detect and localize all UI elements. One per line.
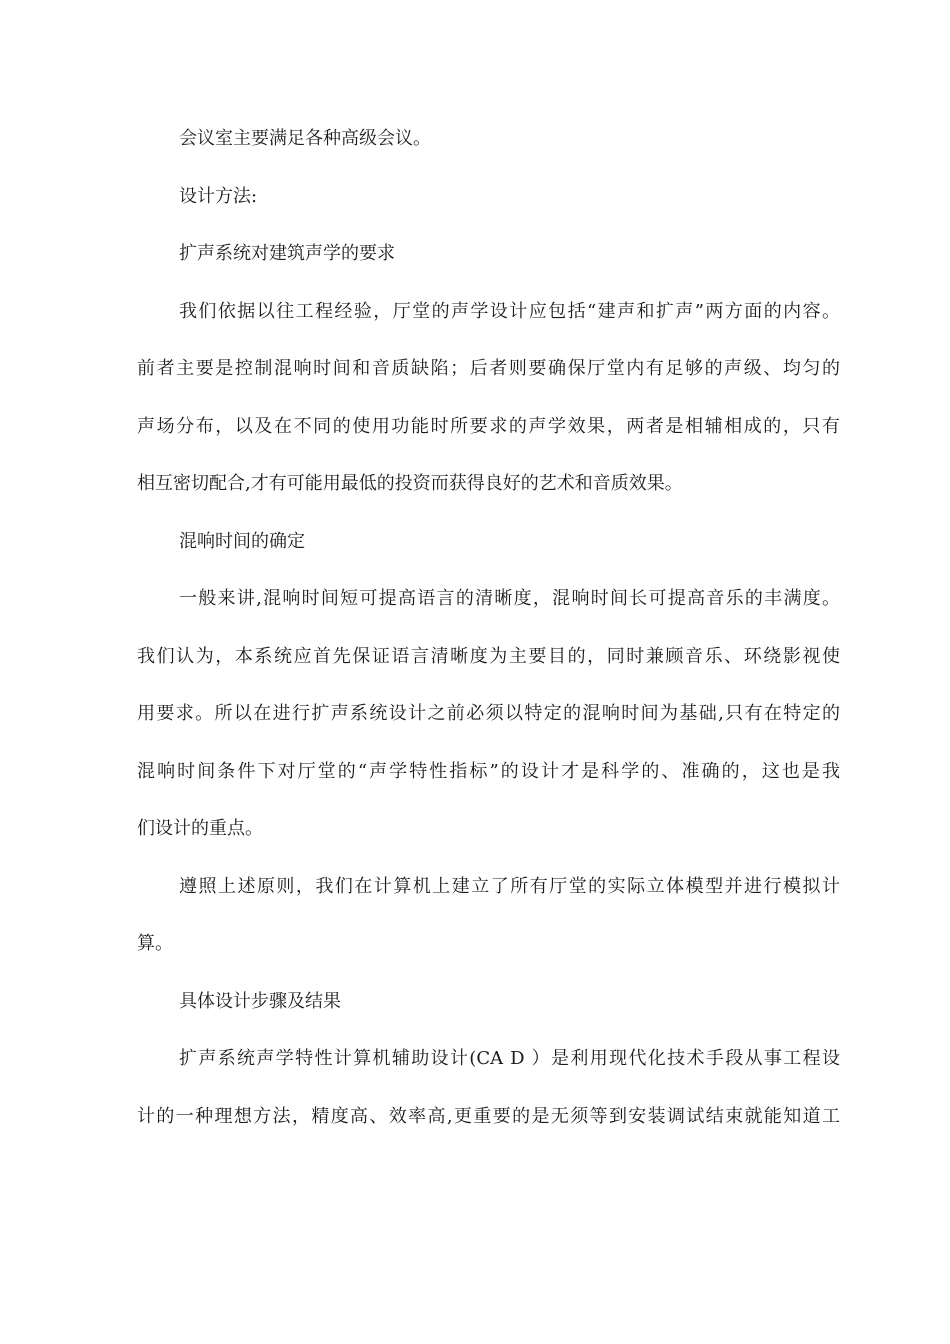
section-heading: 扩声系统对建筑声学的要求 [179,243,395,264]
document-body [137,118,840,1153]
paragraph-line: 遵照上述原则，我们在计算机上建立了所有厅堂的实际立体模型并进行模拟计 [179,875,840,897]
paragraph-line: 计的一种理想方法，精度高、效率高,更重要的是无须等到安装调试结束就能知道工 [137,1105,840,1127]
paragraph-line: 用要求。所以在进行扩声系统设计之前必须以特定的混响时间为基础,只有在特定的 [137,703,840,724]
section-heading: 混响时间的确定 [179,530,305,552]
section-heading: 具体设计步骤及结果 [179,990,341,1012]
paragraph-line: 会议室主要满足各种高级会议。 [179,128,431,149]
paragraph-line: 前者主要是控制混响时间和音质缺陷；后者则要确保厅堂内有足够的声级、均匀的 [137,358,840,379]
section-heading: 设计方法: [179,185,258,207]
paragraph-line: 我们依据以往工程经验，厅堂的声学设计应包括“建声和扩声”两方面的内容。 [179,300,840,322]
paragraph-line: 我们认为，本系统应首先保证语言清晰度为主要目的，同时兼顾音乐、环绕影视使 [137,645,840,667]
paragraph-line: 声场分布，以及在不同的使用功能时所要求的声学效果，两者是相辅相成的，只有 [137,415,840,437]
paragraph-line: 扩声系统声学特性计算机辅助设计(CA D ）是利用现代化技术手段从事工程设 [179,1048,840,1069]
paragraph-line: 一般来讲,混响时间短可提高语言的清晰度，混响时间长可提高音乐的丰满度。 [179,588,840,609]
paragraph-line: 混响时间条件下对厅堂的“声学特性指标”的设计才是科学的、准确的，这也是我 [137,760,840,782]
paragraph-line: 算。 [137,933,173,954]
paragraph-line: 相互密切配合,才有可能用最低的投资而获得良好的艺术和音质效果。 [137,473,683,494]
paragraph-line: 们设计的重点。 [137,818,263,839]
